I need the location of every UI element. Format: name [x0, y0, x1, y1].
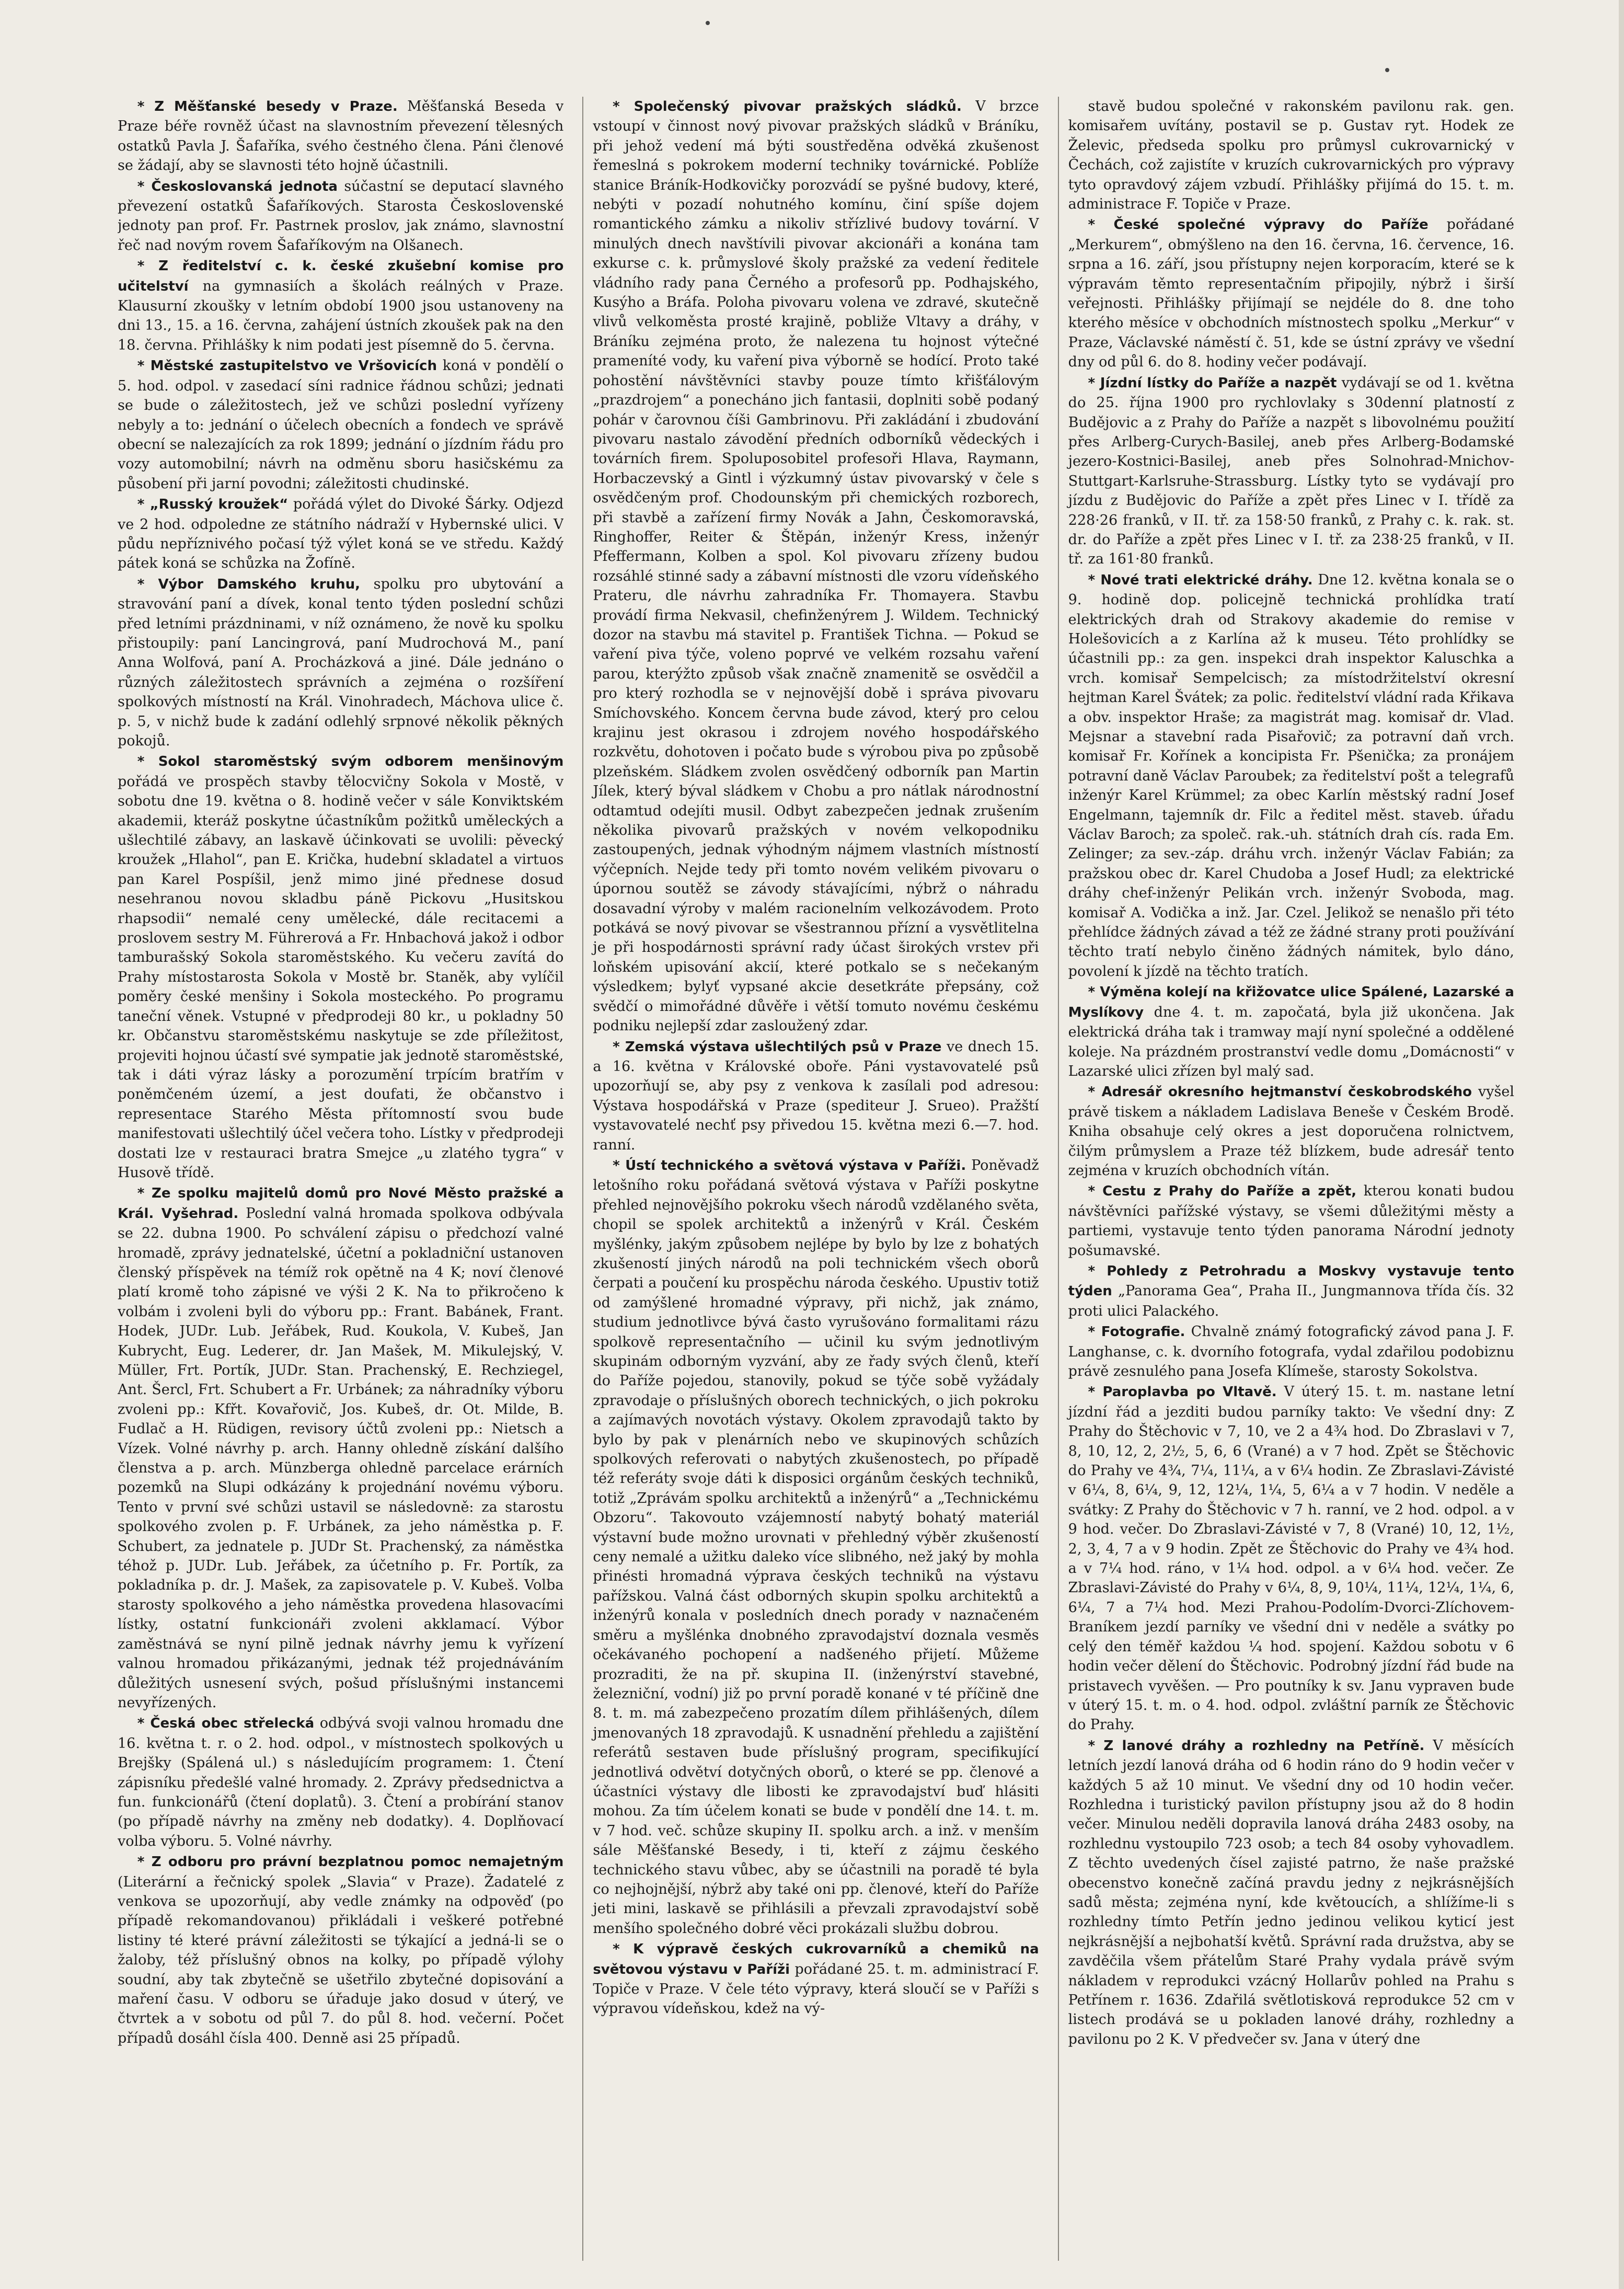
- paragraph-text: vydávají se od 1. května do 25. října 1900 pro rychlovlaky s 30denní platností z Budějovic a z Prahy do Paříže a nazpět s libovolnému použití přes Arlberg-Curych-Basilej, aneb přes Arlberg-Bodamské jezero-Kostnici-Basilej, aneb přes Solnohrad-Mnichov-Stuttgart-Karlsruhe-Strassburg. Lístky tyto se vydávají pro jízdu z Budějovic do Paříže a zpět přes Linec v I. třídě za 228·26 franků, v II. tř. za 158·50 franků, z Prahy c. k. rak. st. dr. do Paříže a zpět přes Linec v I. tř. za 238·25 franků, v II. tř. za 161·80 franků.: [1068, 374, 1514, 568]
- news-paragraph: [118, 574, 563, 751]
- paragraph-heading: * „Russký kroužek“: [137, 497, 289, 513]
- article-columns: [118, 97, 1514, 2261]
- news-paragraph: [1068, 373, 1514, 569]
- news-paragraph: [1068, 1082, 1514, 1180]
- news-paragraph: [118, 356, 563, 493]
- news-paragraph: [1068, 1322, 1514, 1381]
- paragraph-text: spolku pro ubytování a stravování paní a dívek, konal tento týden poslední schůzi před letními prázdninami, v níž oznámeno, že nově ku spolku přistoupily: paní Lancingrová, paní Mudrochová M., paní Anna Wolfová, paní A. Procházková a jiné. Dále jednáno o různých záležitostech správních a zejména o rozšíření spolkových místností na Král. Vinohradech, Máchova ulice č. p. 5, v nichž bude k zadání odlehlý srpnové několik pěkných pokojů.: [118, 576, 564, 749]
- paragraph-text: kterou konati budou návštěvníci pařížské výstavy, se všemi důležitými městy a partiemi, vystavuje tento týden panorama Národní jednoty pošumavské.: [1068, 1183, 1514, 1259]
- paragraph-heading: * Ústí technického a světová výstava v Paříži.: [613, 1157, 966, 1174]
- paragraph-heading: * Z ředitelství c. k. české zkušební komise pro učitelství: [118, 258, 564, 294]
- news-paragraph: [1068, 1736, 1514, 2050]
- paragraph-text: V úterý 15. t. m. nastane letní jízdní řád a jezditi budou parníky takto: Ve všední dny: Z Prahy do Štěchovic v 7, 10, ve 2 a 4¾ hod. Do Zbraslavi v 7, 8, 10, 12, 2, 2½, 5, 6, 6 (Vrané) a v 7 hod. Zpět se Štěchovic do Prahy ve 4¾, 7¼, 11¼, a v 6¼ hodin. Ze Zbraslavi-Závisté v 6¼, 8, 6¼, 9, 12, 12¼, 1¼, 5, 6¼ a v 7 hodin. V neděle a svátky: Z Prahy do Štěchovic v 7 h. ranní, ve 2 hod. odpol. a v 9 hod. večer. Do Zbraslavi-Závisté v 7, 8 (Vrané) 10, 12, 1½, 2, 3, 4, 7 a v 9 hodin. Zpět ze Štěchovic do Prahy ve 4¾ hod. a v 7¼ hod. ráno, v 1¼ hod. odpol. a v 6¼ hod. večer. Ze Zbraslavi-Závisté do Prahy v 6¼, 8, 9, 10¼, 11¼, 12¼, 1¼, 6, 6¼, 7 a 7¼ hod. Mezi Prahou-Podolím-Dvorci-Zlíchovem-Braníkem jezdí parníky ve všední dni v neděle a svátky po celý den téměř každou ¼ hod. spojení. Každou sobotu v 6 hodin večer dělení do Štěchovic. Podrobný jízdní řád bude na pristavech vyvěšen. — Pro poutníky k sv. Janu vypraven bude v úterý 15. t. m. o 4. hod. odpol. zvláštní parník ze Štěchovic do Prahy.: [1068, 1384, 1514, 1733]
- paragraph-heading: * Cestu z Prahy do Paříže a zpět,: [1088, 1183, 1357, 1200]
- paragraph-text: pořádané 25. t. m. administrací F. Topiče v Praze. V čele této výpravy, která sloučí se v Paříži s výpravou vídeňskou, kdež na vý-: [593, 1961, 1039, 2017]
- paragraph-text: Dne 12. května konala se o 9. hodině dop. policejně technická prohlídka tratí elektrických drah od Strakovy akademie do remise v Holešovicích a z Karlína až k museu. Této prohlídky se účastnili pp.: za gen. inspekci drah inspektor Kaluschka a vrch. komisař Sempelcisch; za místodržitelství okresní hejtman Karel Švátek; za polic. ředitelství vládní rada Křikava a obv. inspektor Hraše; za magistrát mag. komisař dr. Vlad. Mejsnar a stavební rada Pisařovič; za potravní daň vrch. komisař Fr. Kořínek a koncipista Fr. Pšenička; za pronájem potravní daně Václav Paroubek; za ředitelství pošt a telegrafů inženýr Karel Krümmel; za obec Karlín městský radní Josef Engelmann, tajemník dr. Filc a ředitel měst. staveb. úřadu Václav Baroch; za společ. rak.-uh. státních drah cís. rada Em. Zelinger; za sev.-záp. dráhu vrch. inženýr Václav Fabián; za pražskou obec dr. Karel Chudoba a Josef Hudl; za elektrické dráhy chef-inženýr Pelikán vrch. inženýr Svoboda, mag. komisař A. Vodička a inž. Jar. Czel. Jelikož se nenašlo při této přehlídce žádných závad a též ze žádné strany proti používání těchto tratí nebylo činěno žádných námitek, bylo dáno, povolení k jízdě na těchto tratích.: [1068, 571, 1514, 980]
- paragraph-heading: * Ze spolku majitelů domů pro Nové Město pražské a Král. Vyšehrad.: [118, 1186, 564, 1222]
- paragraph-heading: * Zemská výstava ušlechtilých psů v Praze: [613, 1039, 942, 1055]
- paragraph-heading: * Nové trati elektrické dráhy.: [1088, 572, 1313, 588]
- paragraph-heading: * Z odboru pro právní bezplatnou pomoc nemajetným: [137, 1854, 564, 1870]
- news-paragraph: [118, 1183, 563, 1712]
- news-paragraph: [1068, 97, 1514, 214]
- page-mark: [1385, 68, 1389, 72]
- news-paragraph: [1068, 1382, 1514, 1734]
- page-mark: [706, 21, 710, 25]
- news-paragraph: [1068, 1181, 1514, 1260]
- paragraph-text: V měsících letních jezdí lanová dráha od 6 hodin ráno do 9 hodin večer v každých 5 až 10 minut. Ve všední dny od 10 hodin večer. Rozhledna i turistický pavilon přístupny jsou až do 8 hodin večer. Minulou neděli dopravila lanová dráha 2483 osoby, na rozhlednu vystoupilo 723 osob; a tech 84 osoby vyhovadlem. Z těchto uvedených čísel zajisté patrno, že naše pražské obecenstvo konečně začíná pravdu jedny z nejkrásnějších sadů města; zejména nyní, kde květoucích, a shlížíme-li s rozhledny tímto Petřín jedno jedinou velikou kyticí jest nejkrásnější a nejbohatší květů. Správní rada družstva, aby se zavděčila všem přátelům Staré Prahy vydala právě svým nákladem v reprodukci vzácný Hollarův pohled na Prahu s Petřínem r. 1636. Zdařilá světlotisková reprodukce 52 cm v listech prodává se u pokladen lanové dráhy, rozhledny a pavilonu po 2 K. V předvečer sv. Jana v úterý dne: [1068, 1737, 1514, 2048]
- paragraph-heading: * Česká obec střelecká: [137, 1716, 315, 1732]
- news-paragraph: [593, 1939, 1039, 2019]
- news-paragraph: [1068, 215, 1514, 372]
- news-paragraph: [118, 494, 563, 573]
- paragraph-text: koná v pondělí o 5. hod. odpol. v zasedací síni radnice řádnou schůzi; jednati se bude o záležitostech, jež ve schůzi poslední vyřízeny nebyly a to: jednání o účelech obecních a fondech ve správě obecní se nalezajících za rok 1899; jednání o jízdním řádu pro vozy automobilní; návrh na odměnu sboru hasičskému za působení při jarní povodni; záležitosti chudinské.: [118, 358, 564, 492]
- paragraph-text: dne 4. t. m. započatá, byla již ukončena. Jak elektrická dráha tak i tramway mají nyní společné a oddělené koleje. Na prázdném prostranství vedle domu „Domácnosti“ v Lazarské ulici zřízen byl malý sad.: [1068, 1004, 1514, 1079]
- news-paragraph: [1068, 982, 1514, 1081]
- paragraph-text: na gymnasiích a školách reálných v Praze. Klausurní zkoušky v letním období 1900 jsou ustanoveny na dni 13., 15. a 16. června, zahájení ústních zkoušek pak na den 18. června. Přihlášky k nim podati jest písemně do 5. června.: [118, 278, 564, 353]
- paragraph-heading: * Českoslovanská jednota: [137, 178, 338, 194]
- paragraph-text: (Literární a řečnický spolek „Slavia“ v Praze). Žadatelé z venkova se upozorňují, aby vedle známky na odpověď (po případě rekomandovanou) přikládali i veškeré potřebné listiny té které právní záležitosti se týkající a jedná-li se o žaloby, též příslušný obnos na kolky, po případě výlohy soudní, aby tak zbytečně se ušetřilo zbytečné dopisování a maření času. V odboru se úřaduje jako dosud v úterý, ve čtvrtek a v sobotu od půl 7. do půl 8. hod. večerní. Počet případů dosáhl čísla 400. Denně asi 25 případů.: [118, 1873, 564, 2046]
- news-paragraph: [118, 1852, 563, 2048]
- paragraph-text: Poněvadž letošního roku pořádaná světová výstava v Paříži poskytne přehled nejnovějšího pokroku všech národů vzdělaného světa, chopil se spolek architektů a inženýrů v Král. Českém myšlénky, jakým způsobem nejlépe by bylo by lze z bohatých zkušeností jiných národů na poli technickém všech oborů čerpati a poučení ku prospěchu národa českého. Upustiv totiž od zamýšlené hromadné výpravy, při nichž, jak známo, studium jednotlivce bývá často vyrušováno formalitami rázu spolkově representačního — učinil ku svým jednotlivým skupinám odborným vyzvání, aby ze řady svých členů, kteří do Paříže pojedou, stanovily, pokud se týče sobě vyžádaly zpravodaje o příslušných oborech technických, o jich pokroku a zajímavých novotách výstavy. Okolem zpravodajů takto by bylo by pak v plenárních nebo ve skupinových schůzích spolkových referovati o nabytých zkušenostech, po případě též referáty svoje dáti k disposici orgánům českých techniků, totiž „Zprávám spolku architektů a inženýrů“ a „Technickému Obzoru“. Takovouto vzájemností nabytý bohatý materiál výstavní bude možno urovnati v přehledný výběr zkušeností ceny nemalé a užitku daleko více slibného, než jaký by mohla přinésti hromadná výprava českých techniků na výstavu pařížskou. Valná část odborných skupin spolku architektů a inženýrů konala v posledních dnech porady v naznačeném směru a myšlénka dnobného zpravodajství doznala vesměs očekávaného pochopení a nadšeného přijetí. Můžeme prozraditi, že na př. skupina II. (inženýrství stavebné, železniční, vodní) již po první poradě konané v té příčině dne 8. t. m. má zabezpečeno prozatím dílem přihlášených, dílem jmenovaných 18 zpravodajů. K usnadnění přehledu a zajištění referátů sestaven bude příslušný program, specifikující jednotlivá odvětví dotyčných oborů, o které se pp. členové a účastníci výstavy dle libosti ke zpravodajství buď hlásiti mohou. Za tím účelem konati se bude v pondělí dne 14. t. m. v 7 hod. več. schůze skupiny II. spolku arch. a inž. v menším sále Měšťanské Besedy, i ti, kteří z zájmu českého technického stavu vůbec, aby se účastnili na poradě té byla co nejhojnější, nýbrž aby také oni pp. členové, kteří do Paříže jeti mini, laskavě se přihlásili a převzali zpravodajství sobě menšího společného dobré věci prokázali službu dobrou.: [593, 1157, 1039, 1937]
- paragraph-text: pořádá výlet do Divoké Šárky. Odjezd ve 2 hod. odpoledne ze státního nádraží v Hybernské ulici. V půdu nepříznivého počasí týž výlet koná se ve středu. Každý pátek koná se schůzka na Žofíně.: [118, 496, 564, 572]
- paragraph-text: Poslední valná hromada spolkova odbývala se 22. dubna 1900. Po schválení zápisu o předchozí valné hromadě, zprávy jednatelské, účetní a pokladniční ustanoven členský příspěvek na témíž rok opětně na 4 K; noví členové platí kromě toho zápisné ve výši 2 K. Na to přikročeno k volbám i zvoleni byli do výboru pp.: Frant. Babánek, Frant. Hodek, JUDr. Lub. Jeřábek, Rud. Koukola, V. Kubeš, Jan Kubrycht, Eug. Lederer, dr. Jan Mašek, M. Mikulejský, V. Müller, Frt. Portík, JUDr. Stan. Prachenský, E. Rechziegel, Ant. Šercl, Frt. Schubert a Fr. Urbánek; za náhradníky výboru zvoleni pp.: Kfřt. Kovařovič, Jos. Kubeš, dr. Ot. Milde, B. Fudlač a H. Rüdigen, revisory účtů zvoleni pp.: Nietsch a Vízek. Volné návrhy p. arch. Hanny ohledně získání dalšího členstva a p. arch. Münzberga ohledně parcelace erárních pozemků na Slupi odkázány k projednání novému výboru. Tento v první své schůzi ustavil se následovně: za starostu spolkového zvolen p. F. Urbánek, za jeho náměstka p. F. Schubert, za jednatele p. JUDr St. Prachenský, za náměstka téhož p. JUDr. Lub. Jeřábek, za účetního p. Fr. Portík, za pokladníka p. dr. J. Mašek, za zapisovatele p. V. Kubeš. Volba starosty spolkového a jeho náměstka provedena hlasovacími lístky, ostatní funkcionáři zvoleni akklamací. Výbor zaměstnává se nyní pilně jednak návrhy jemu k vyřízení valnou hromadou přikázanými, jednak též projednáváním důležitých usnesení svých, pošud příslušnými instancemi nevyřízených.: [118, 1205, 564, 1711]
- paragraph-heading: * Výbor Damského kruhu,: [137, 576, 360, 592]
- paragraph-text: vyšel právě tiskem a nákladem Ladislava Beneše v Českém Brodě. Kniha obsahuje celý okres a jest doporučena rolnictvem, čilým průmyslem a Praze též blízkem, bude adresář tento zejména v kruzích obchodních vítán.: [1068, 1084, 1514, 1179]
- paragraph-heading: * Z lanové dráhy a rozhledny na Petříně.: [1088, 1738, 1425, 1754]
- news-paragraph: [118, 752, 563, 1182]
- paragraph-text: Chvalně známý fotografický závod pana J. F. Langhanse, c. k. dvorního fotografa, vydal zdařilou podobiznu právě zesnulého pana Josefa Klímeše, starosty Sokolstva.: [1068, 1324, 1514, 1379]
- paragraph-heading: * Společenský pivovar pražských sládků.: [613, 99, 962, 114]
- paragraph-heading: * Výměna kolejí na křižovatce ulice Spálené, Lazarské a Myslíkovy: [1068, 984, 1514, 1020]
- paragraph-text: stavě budou společné v rakonském pavilonu rak. gen. komisařem uvítány, postavil se p. Gustav ryt. Hodek ze Želevic, předseda spolku pro průmysl cukrovarnický v Čechách, což zajistíte v kruzích cukrovarnických pro výpravy tyto opravdový zájem vzbudí. Přihlášky přijímá do 15. t. m. administrace F. Topiče v Praze.: [1068, 98, 1514, 213]
- paragraph-heading: * Paroplavba po Vltavě.: [1088, 1384, 1277, 1400]
- news-paragraph: [118, 177, 563, 256]
- paragraph-heading: * Městské zastupitelstvo ve Vršovicích: [137, 358, 437, 374]
- paragraph-heading: * K výpravě českých cukrovarníků a chemiků na světovou výstavu v Paříži: [593, 1941, 1039, 1977]
- paragraph-heading: * Pohledy z Petrohradu a Moskvy vystavuje tento týden: [1068, 1263, 1514, 1299]
- paragraph-text: V brzce vstoupí v činnost nový pivovar pražských sládků v Bráníku, při jehož vedení má býti soustředěna odvěká zkušenost řemeslná s pokrokem moderní techniky továrnické. Poblíže stanice Bráník-Hodkovičky porozvádí se pyšné budovy, které, nebýti v pozadí nohutného komínu, činí spíše dojem romantického zámku a nikoliv střízlivé budovy tovární. V minulých dnech navštívili pivovar akcionáři a konána tam exkurse c. k. průmyslové školy pražské za vedení ředitele vládního rady pana Černého a profesorů pp. Podhajského, Kusýho a Bráfa. Poloha pivovaru volena ve zdravé, skutečně vlivů velkoměsta prosté krajině, pobliže Vltavy a dráhy, v Bráníku zejména proto, že nalezena tu hojnost výtečné prameníté vody, ku vaření piva výborně se hodící. Proto také pohostění návštěvníci stavby pouze tímto křišťálovým „prazdrojem“ a ponecháno jich fantasii, doplniti sobě podaný pohár v čarovnou číši Gambrinovu. Při zakládání i zbudování pivovaru nastalo závodění předních odborníků vědeckých i továrních firem. Spoluposobitel profesoři Hlava, Raymann, Horbaczevský a Gintl i výzkumný ústav pivovarský v čele s osvědčeným prof. Chodounským při chemických rozborech, při stavbě a zařízení firmy Novák a Jahn, Českomoravská, Ringhoffer, Reiter & Štěpán, inženýr Kress, inženýr Pfeffermann, Kolben a spol. Kol pivovaru zřízeny budou rozsáhlé stinné sady a zábavní místnosti dle vzoru vídeňského Prateru, dle návrhu zahradníka Fr. Thomayera. Stavbu provádí firma Nekvasil, chefinženýrem J. Wildem. Technický dozor na stavbu má stavitel p. František Tichna. — Pokud se vaření piva týče, voleno poprvé ve velkém rozsahu vaření parou, kterýžto způsob však značně znamenitě se osvědčil a pro který rozhodla se v nejnovější době i správa pivovaru Smíchovského. Koncem června bude závod, který pro celou krajinu jest okrasou i zdrojem nového hospodářského rozkvětu, dohotoven i počato bude s výrobou piva po způsobě plzeňském. Sládkem zvolen osvědčený odborník pan Martin Jílek, který býval sládkem v Chobu a pro nátlak národnostní odtamtud odejíti musil. Odbyt zabezpečen jednak zrušením několika pivovarů pražských v novém velkopodniku zastoupených, jednak výhodným nájmem vlastních místností výčepních. Nejde tedy při tomto novém velikém pivovaru o úpornou soutěž se závody stávajícími, nýbrž o náhradu dosavadní výroby v malém racionelním velkozávodem. Proto potkává se nový pivovar se všestrannou přízní a vysvětlitelna je při hospodárnosti správní rady účast širokých vrstev při loňském upisování akcií, které potkalo se s nečekaným výsledkem; bylyť vypsané akcie desetkráte přepsány, což svědčí o mimořádné důvěře i větší tomuto novému českému podniku nejlepší zdar zasloužený zdar.: [593, 98, 1039, 1034]
- news-paragraph: [1068, 570, 1514, 982]
- news-paragraph: [593, 97, 1039, 1036]
- column-1: [118, 97, 563, 2261]
- paragraph-heading: * Z Měšťanské besedy v Praze.: [137, 99, 398, 114]
- news-paragraph: [118, 1713, 563, 1851]
- column-2: [582, 97, 1039, 2261]
- paragraph-heading: * Adresář okresního hejtmanství českobrodského: [1088, 1084, 1472, 1100]
- news-paragraph: [593, 1037, 1039, 1155]
- news-paragraph: [118, 97, 563, 176]
- page-edge: [1619, 0, 1624, 2289]
- paragraph-heading: * Fotografie.: [1088, 1324, 1185, 1340]
- news-paragraph: [118, 256, 563, 355]
- paragraph-heading: * Jízdní lístky do Paříže a nazpět: [1088, 375, 1337, 391]
- paragraph-heading: * České společné výpravy do Paříže: [1088, 217, 1429, 233]
- paragraph-text: súčastní se deputací slavného převezení ostatků Šafaříkových. Starosta Československé jednoty pan prof. Fr. Pastrnek proslov, jak známo, slavnostní řeč nad novým rovem Šafaříkovým na Olšanech.: [118, 178, 564, 254]
- paragraph-heading: * Sokol staroměstský svým odborem menšinovým: [137, 754, 564, 770]
- paragraph-text: pořádá ve prospěch stavby tělocvičny Sokola v Mostě, v sobotu dne 19. května o 8. hodině večer v sále Konviktském akademii, kteráž poskytne účastníkům požitků uměleckých a ušlechtilé zábavy, an laskavě účinkovati se uvolili: pěvecký kroužek „Hlahol“, pan E. Krička, hudební skladatel a virtuos pan Karel Pospíšil, jenž mimo jiné přednese dosud nesehranou novou skladbu páně Pickovu „Husitskou rhapsodii“ nemalé ceny umělecké, dále recitacemi a proslovem sestry M. Führerová a Fr. Hnbachová jakož i odbor tamburašský Sokola staroměstského. Ku večeru zavítá do Prahy místostarosta Sokola v Mostě br. Staněk, aby vylíčil poměry české menšiny i Sokola mosteckého. Po programu taneční věnek. Vstupné v předprodeji 80 kr., u pokladny 50 kr. Občanstvu staroměstskému naskytuje se zde příležitost, projeviti hojnou účastí své sympatie jak jednotě staroměstské, tak i dáti výraz lásky a porozumění trpícím bratřím v poněmčeném území, a jest doufati, že občanstvo i representace Starého Města přítomností svou bude manifestovati ušlechtilý účel večera toho. Lístky v předprodeji dostati lze v restauraci bratra Smejce „u zlatého tygra“ v Husově třídě.: [118, 773, 564, 1181]
- paragraph-text: „Panorama Gea“, Praha II., Jungmannova třída čís. 32 proti ulici Palackého.: [1068, 1283, 1514, 1319]
- news-paragraph: [1068, 1261, 1514, 1321]
- paragraph-text: odbývá svoji valnou hromadu dne 16. května t. r. o 2. hod. odpol., v místnostech spolkových u Brejšky (Spálená ul.) s následujícím programem: 1. Čtení zápisníku předešlé valné hromady. 2. Zprávy předsednictva a fun. funkcionářů (čtení doplatů). 3. Čtení a probírání stanov (po případě návrhy na změny neb dodatky). 4. Doplňovací volba výboru. 5. Volné návrhy.: [118, 1715, 564, 1849]
- news-paragraph: [593, 1156, 1039, 1938]
- paragraph-text: Měšťanská Beseda v Praze béře rovněž účast na slavnostním převezení tělesných ostatků Pavla J. Šafaříka, svého čestného člena. Páni členové se žádají, aby se slavnosti této hojně účastnili.: [118, 98, 564, 174]
- column-3: [1058, 97, 1514, 2261]
- paragraph-text: ve dnech 15. a 16. května v Královské oboře. Páni vystavovatelé psů upozorňují se, aby psy z venkova k zasílali pod adresou: Výstava hospodářská v Praze (spediteur J. Srueo). Pražští vystavovatelé nechť psy přivedou 15. května mezi 6.—7. hod. ranní.: [593, 1038, 1039, 1153]
- paragraph-text: pořádané „Merkurem“, obmýšleno na den 16. června, 16. července, 16. srpna a 16. září, jsou přístupny nejen korporacím, které se k výpravám těmto representačním připojily, nýbrž i širší veřejnosti. Přihlášky přijímají se nejdéle do 8. dne toho kterého měsíce v obchodních místnostech spolku „Merkur“ v Praze, Václavské náměstí č. 51, kde se ústní zprávy ve všední dny od půl 6. do 8. hodiny večer podávají.: [1068, 216, 1514, 371]
